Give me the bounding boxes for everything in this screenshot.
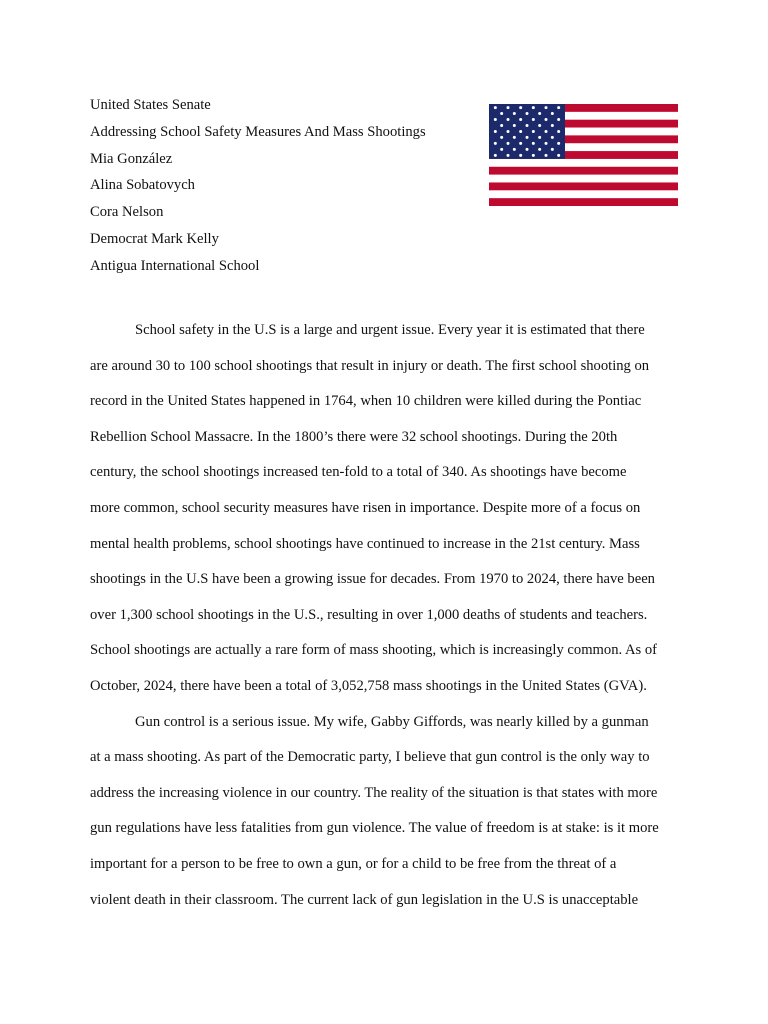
flag-stripe <box>489 159 678 167</box>
flag-star <box>494 118 497 121</box>
text-line: October, 2024, there have been a total of 3,052,758 mass shootings in the United States (GVA). <box>90 677 647 694</box>
flag-stripe <box>489 190 678 198</box>
senator-line: Democrat Mark Kelly <box>90 230 219 247</box>
flag-star <box>507 130 510 133</box>
flag-star <box>538 136 541 139</box>
flag-star <box>507 142 510 145</box>
flag-star <box>494 106 497 109</box>
flag-star <box>519 142 522 145</box>
flag-star <box>557 118 560 121</box>
flag-stripe <box>489 198 678 206</box>
flag-star <box>494 142 497 145</box>
text-line: mental health problems, school shootings have continued to increase in the 21st century. Mass <box>90 535 640 552</box>
essay-body <box>90 313 680 918</box>
us-flag-icon <box>489 104 678 206</box>
flag-star <box>500 124 503 127</box>
flag-star <box>557 142 560 145</box>
text-line: important for a person to be free to own a gun, or for a child to be free from the threat of a <box>90 855 617 872</box>
topic-line: Addressing School Safety Measures And Mass Shootings <box>90 123 426 140</box>
flag-stripe <box>489 182 678 190</box>
flag-star <box>500 112 503 115</box>
flag-star <box>526 112 529 115</box>
us-flag-graphic <box>489 104 678 206</box>
text-line: are around 30 to 100 school shootings that result in injury or death. The first school shooting on <box>90 357 650 374</box>
paragraph-gun-control <box>90 705 680 919</box>
flag-star <box>513 136 516 139</box>
school-line: Antigua International School <box>90 257 260 274</box>
flag-star <box>526 136 529 139</box>
text-line: over 1,300 school shootings in the U.S., resulting in over 1,000 deaths of students and teachers. <box>90 606 648 623</box>
text-line: shootings in the U.S have been a growing issue for decades. From 1970 to 2024, there have been <box>90 571 655 588</box>
flag-star <box>532 154 535 157</box>
flag-star <box>526 124 529 127</box>
author-line: Alina Sobatovych <box>90 177 195 194</box>
flag-star <box>538 148 541 151</box>
flag-star <box>557 106 560 109</box>
flag-star <box>507 118 510 121</box>
flag-star <box>538 112 541 115</box>
text-line: century, the school shootings increased ten-fold to a total of 340. As shootings have become <box>90 464 627 481</box>
flag-star <box>551 112 554 115</box>
flag-star <box>551 124 554 127</box>
flag-star <box>494 154 497 157</box>
flag-star <box>551 136 554 139</box>
text-line: violent death in their classroom. The current lack of gun legislation in the U.S is unacceptable <box>90 891 639 908</box>
text-line: School safety in the U.S is a large and urgent issue. Every year it is estimated that there <box>135 322 645 338</box>
text-line: address the increasing violence in our country. The reality of the situation is that states with more <box>90 784 658 801</box>
flag-star <box>532 118 535 121</box>
flag-star <box>513 148 516 151</box>
flag-star <box>557 130 560 133</box>
flag-star <box>532 106 535 109</box>
text-line: at a mass shooting. As part of the Democratic party, I believe that gun control is the only way to <box>90 749 650 766</box>
flag-star <box>545 106 548 109</box>
text-line: gun regulations have less fatalities from gun violence. The value of freedom is at stake: is it more <box>90 820 659 837</box>
flag-star <box>513 124 516 127</box>
flag-star <box>557 154 560 157</box>
author-line: Cora Nelson <box>90 204 164 221</box>
text-line: more common, school security measures have risen in importance. Despite more of a focus on <box>90 499 641 516</box>
flag-star <box>519 154 522 157</box>
flag-star <box>551 148 554 151</box>
senate-line: United States Senate <box>90 97 211 113</box>
flag-star <box>519 118 522 121</box>
header-block <box>90 92 426 280</box>
flag-star <box>519 106 522 109</box>
flag-star <box>545 130 548 133</box>
text-line: record in the United States happened in 1764, when 10 children were killed during the Pontiac <box>90 393 642 410</box>
flag-star <box>545 142 548 145</box>
flag-star <box>526 148 529 151</box>
flag-star <box>545 118 548 121</box>
flag-stripe <box>489 167 678 175</box>
text-line: Rebellion School Massacre. In the 1800’s there were 32 school shootings. During the 20th <box>90 428 618 445</box>
flag-star <box>545 154 548 157</box>
text-line: School shootings are actually a rare form of mass shooting, which is increasingly common. As of <box>90 642 658 659</box>
text-line: Gun control is a serious issue. My wife, Gabby Giffords, was nearly killed by a gunman <box>135 713 649 730</box>
flag-star <box>513 112 516 115</box>
paragraph-intro <box>90 313 680 705</box>
flag-stripe <box>489 175 678 183</box>
flag-star <box>500 136 503 139</box>
flag-star <box>507 106 510 109</box>
flag-star <box>494 130 497 133</box>
author-line: Mia González <box>90 150 173 167</box>
flag-star <box>519 130 522 133</box>
flag-star <box>532 130 535 133</box>
flag-star <box>538 124 541 127</box>
flag-star <box>500 148 503 151</box>
flag-star <box>507 154 510 157</box>
flag-star <box>532 142 535 145</box>
